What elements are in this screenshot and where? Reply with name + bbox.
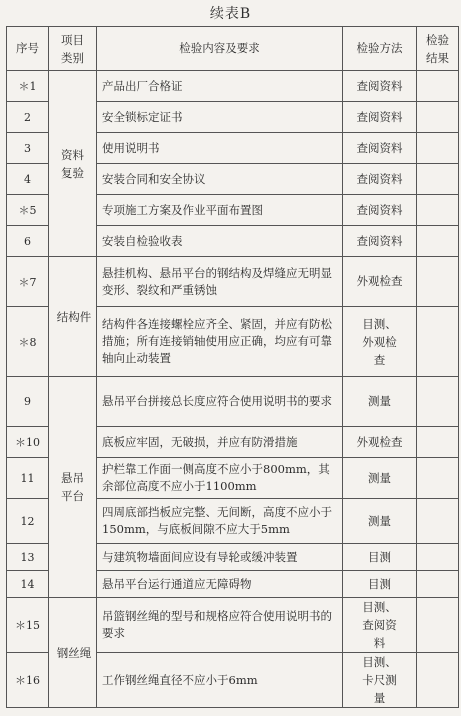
row-content: 悬吊平台运行通道应无障碍物 (97, 571, 343, 598)
row-seq: ＊15 (7, 598, 49, 653)
group-label: 资料复验 (61, 147, 84, 180)
inspection-table (6, 26, 459, 708)
table-row (7, 598, 459, 653)
row-method: 目测 (343, 571, 417, 598)
row-content: 悬挂机构、悬吊平台的钢结构及焊缝应无明显变形、裂纹和严重锈蚀 (97, 257, 343, 307)
row-seq: ＊10 (7, 427, 49, 458)
row-result[interactable] (417, 257, 459, 307)
row-result[interactable] (417, 71, 459, 102)
header-result-text: 检验结果 (426, 32, 449, 65)
row-result[interactable] (417, 226, 459, 257)
row-content: 结构件各连接螺栓应齐全、紧固，并应有防松措施；所有连接销轴使用应正确，均应有可靠轴向止动装置 (97, 307, 343, 377)
row-method: 外观检查 (343, 427, 417, 458)
header-result (417, 27, 459, 71)
group-category (49, 598, 97, 708)
table-row (7, 377, 459, 427)
row-method: 查阅资料 (343, 195, 417, 226)
row-method: 测量 (343, 377, 417, 427)
table-row (7, 257, 459, 307)
row-content: 悬吊平台拼接总长度应符合使用说明书的要求 (97, 377, 343, 427)
row-seq: ＊5 (7, 195, 49, 226)
header-category-text: 项目类别 (61, 32, 84, 65)
row-seq: 3 (7, 133, 49, 164)
row-result[interactable] (417, 377, 459, 427)
header-category (49, 27, 97, 71)
row-seq: 4 (7, 164, 49, 195)
row-result[interactable] (417, 571, 459, 598)
row-result[interactable] (417, 544, 459, 571)
header-content: 检验内容及要求 (97, 27, 343, 71)
row-result[interactable] (417, 133, 459, 164)
method-text: 目测、外观检查 (362, 316, 397, 367)
method-text: 目测、查阅资料 (362, 600, 397, 650)
row-result[interactable] (417, 164, 459, 195)
group-category (49, 257, 97, 377)
row-result[interactable] (417, 653, 459, 708)
row-method: 查阅资料 (343, 71, 417, 102)
row-content: 工作钢丝绳直径不应小于6mm (97, 653, 343, 708)
table-row (7, 71, 459, 102)
row-seq: ＊1 (7, 71, 49, 102)
row-content: 底板应牢固，无破损，并应有防滑措施 (97, 427, 343, 458)
header-seq: 序号 (7, 27, 49, 71)
row-content: 安装合同和安全协议 (97, 164, 343, 195)
row-seq: ＊16 (7, 653, 49, 708)
row-result[interactable] (417, 499, 459, 544)
row-result[interactable] (417, 427, 459, 458)
row-method: 查阅资料 (343, 226, 417, 257)
row-result[interactable] (417, 307, 459, 377)
row-seq: 9 (7, 377, 49, 427)
row-seq: 14 (7, 571, 49, 598)
row-method: 测量 (343, 458, 417, 499)
row-method: 查阅资料 (343, 164, 417, 195)
group-category (49, 377, 97, 598)
row-seq: 11 (7, 458, 49, 499)
row-seq: ＊7 (7, 257, 49, 307)
row-content: 产品出厂合格证 (97, 71, 343, 102)
row-content: 护栏靠工作面一侧高度不应小于800mm，其余部位高度不应小于1100mm (97, 458, 343, 499)
row-content: 与建筑物墙面间应设有导轮或缓冲装置 (97, 544, 343, 571)
row-seq: 6 (7, 226, 49, 257)
page-title: 续表B (209, 6, 252, 22)
row-method: 测量 (343, 499, 417, 544)
group-category (49, 71, 97, 257)
group-label: 悬吊平台 (61, 471, 84, 503)
group-label: 钢丝绳 (56, 645, 92, 660)
header-method: 检验方法 (343, 27, 417, 71)
table-header-row (7, 27, 459, 71)
row-result[interactable] (417, 195, 459, 226)
row-result[interactable] (417, 102, 459, 133)
row-method (343, 307, 417, 377)
row-method (343, 598, 417, 653)
row-content: 四周底部挡板应完整、无间断，高度不应小于150mm，与底板间隙不应大于5mm (97, 499, 343, 544)
group-label: 结构件 (56, 309, 92, 324)
row-content: 吊篮钢丝绳的型号和规格应符合使用说明书的要求 (97, 598, 343, 653)
row-method: 外观检查 (343, 257, 417, 307)
row-seq: 2 (7, 102, 49, 133)
row-method: 查阅资料 (343, 133, 417, 164)
row-method (343, 653, 417, 708)
row-seq: 13 (7, 544, 49, 571)
row-content: 安全锁标定证书 (97, 102, 343, 133)
row-result[interactable] (417, 458, 459, 499)
row-seq: ＊8 (7, 307, 49, 377)
row-method: 目测 (343, 544, 417, 571)
row-content: 安装自检验收表 (97, 226, 343, 257)
row-method: 查阅资料 (343, 102, 417, 133)
row-content: 使用说明书 (97, 133, 343, 164)
row-seq: 12 (7, 499, 49, 544)
method-text: 目测、卡尺测量 (362, 655, 397, 705)
row-content: 专项施工方案及作业平面布置图 (97, 195, 343, 226)
row-result[interactable] (417, 598, 459, 653)
